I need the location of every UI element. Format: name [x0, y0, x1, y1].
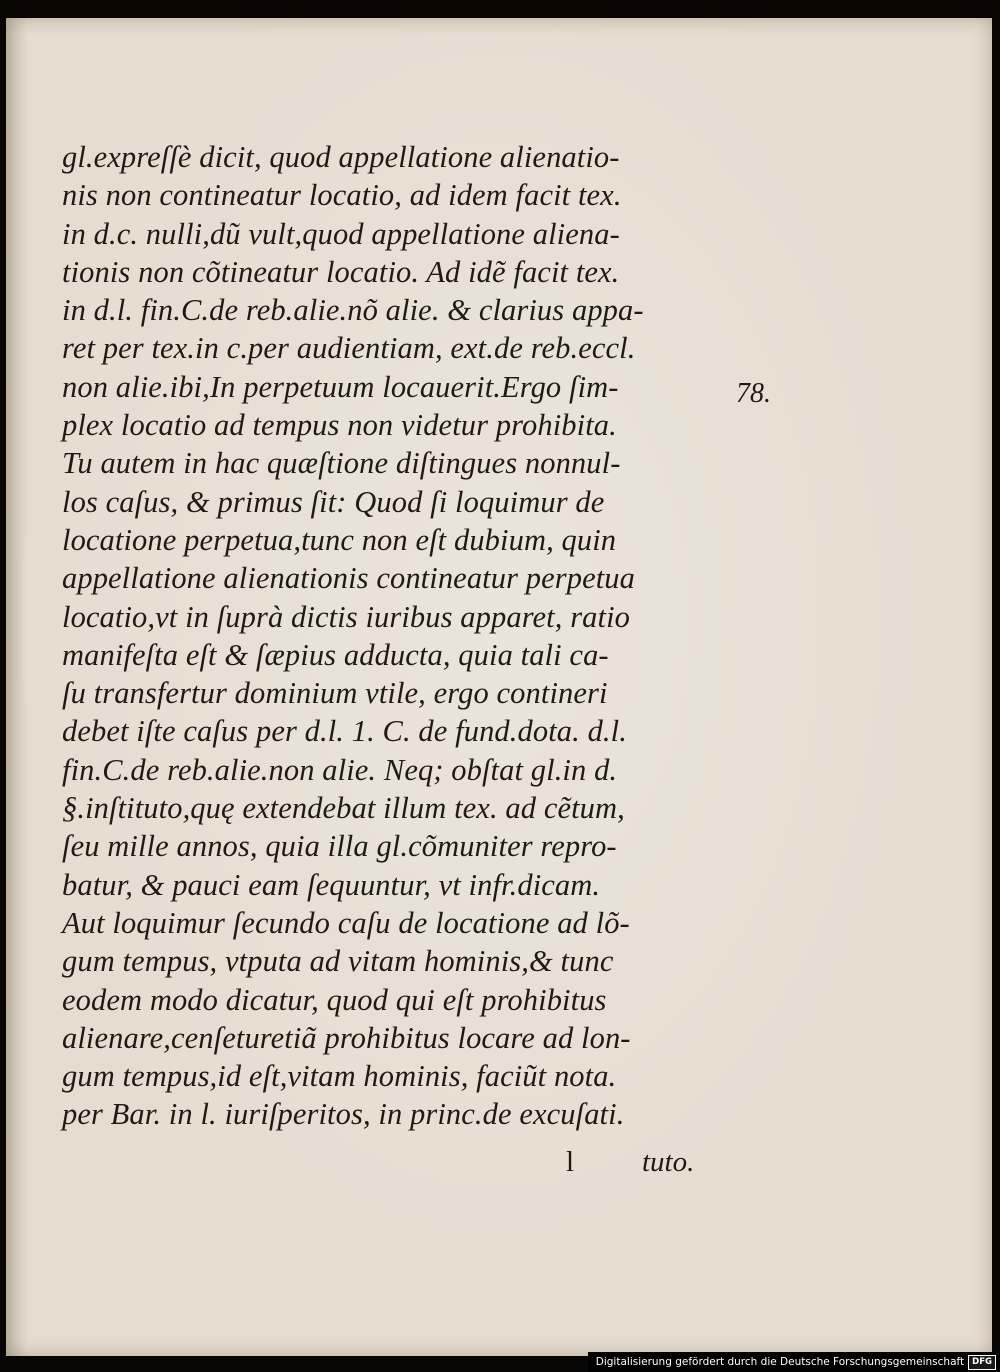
funding-text: Digitalisierung gefördert durch die Deutsche Forschungsgemeinschaft — [595, 1356, 965, 1368]
text-line: debet iſte caſus per d.l. 1. C. de fund.dota. d.l. — [62, 714, 627, 749]
margin-note: 78. — [736, 378, 771, 409]
text-line: ret per tex.in c.per audientiam, ext.de reb.eccl. — [62, 331, 636, 366]
text-line: plex locatio ad tempus non videtur prohibita. — [62, 408, 617, 443]
signature-mark: l — [566, 1146, 575, 1178]
text-line: tionis non cõtineatur locatio. Ad idẽ facit tex. — [62, 254, 620, 289]
text-line: Aut loquimur ſecundo caſu de locatione ad lõ- — [62, 905, 630, 940]
text-line: eodem modo dicatur, quod qui eſt prohibitus — [62, 982, 607, 1017]
text-line: §.inſtituto,quę extendebat illum tex. ad cẽtum, — [62, 791, 625, 826]
text-line: ſu transfertur dominium vtile, ergo contineri — [62, 676, 608, 711]
dfg-logo: DFG — [968, 1355, 996, 1370]
text-line: Tu autem in hac quæſtione diſtingues nonnul- — [62, 446, 621, 481]
text-line: per Bar. in l. iuriſperitos, in princ.de excuſati. — [62, 1097, 625, 1132]
text-line: locatio,vt in ſuprà dictis iuribus apparet, ratio — [62, 599, 631, 634]
text-line: fin.C.de reb.alie.non alie. Neq; obſtat gl.in d. — [62, 752, 618, 787]
text-line: non alie.ibi,In perpetuum locauerit.Ergo ſim- — [62, 369, 619, 404]
text-line: in d.l. fin.C.de reb.alie.nõ alie. & clarius appa- — [62, 293, 644, 328]
body-text — [62, 138, 742, 1134]
funding-footer — [588, 1352, 1000, 1372]
text-line: gl.expreſſè dicit, quod appellatione alienatio- — [62, 140, 620, 174]
text-line: gum tempus,id eſt,vitam hominis, faciũt nota. — [62, 1059, 617, 1094]
text-line: appellatione alienationis contineatur perpetua — [62, 561, 636, 596]
text-line: batur, & pauci eam ſequuntur, vt infr.dicam. — [62, 867, 601, 902]
text-line: ſeu mille annos, quia illa gl.cõmuniter repro- — [62, 829, 617, 864]
text-line: manifeſta eſt & ſæpius adducta, quia tali ca- — [62, 637, 609, 672]
text-line: gum tempus, vtputa ad vitam hominis,& tunc — [62, 944, 614, 979]
text-line: in d.c. nulli,dũ vult,quod appellatione aliena- — [62, 216, 620, 251]
text-line: alienare,cenſeturetiã prohibitus locare ad lon- — [62, 1020, 631, 1055]
text-line: los caſus, & primus ſit: Quod ſi loquimur de — [62, 484, 605, 519]
text-line: nis non contineatur locatio, ad idem facit tex. — [62, 178, 622, 213]
catchword: tuto. — [642, 1146, 695, 1178]
book-page — [6, 18, 992, 1356]
text-line: locatione perpetua,tunc non eſt dubium, quin — [62, 522, 617, 557]
